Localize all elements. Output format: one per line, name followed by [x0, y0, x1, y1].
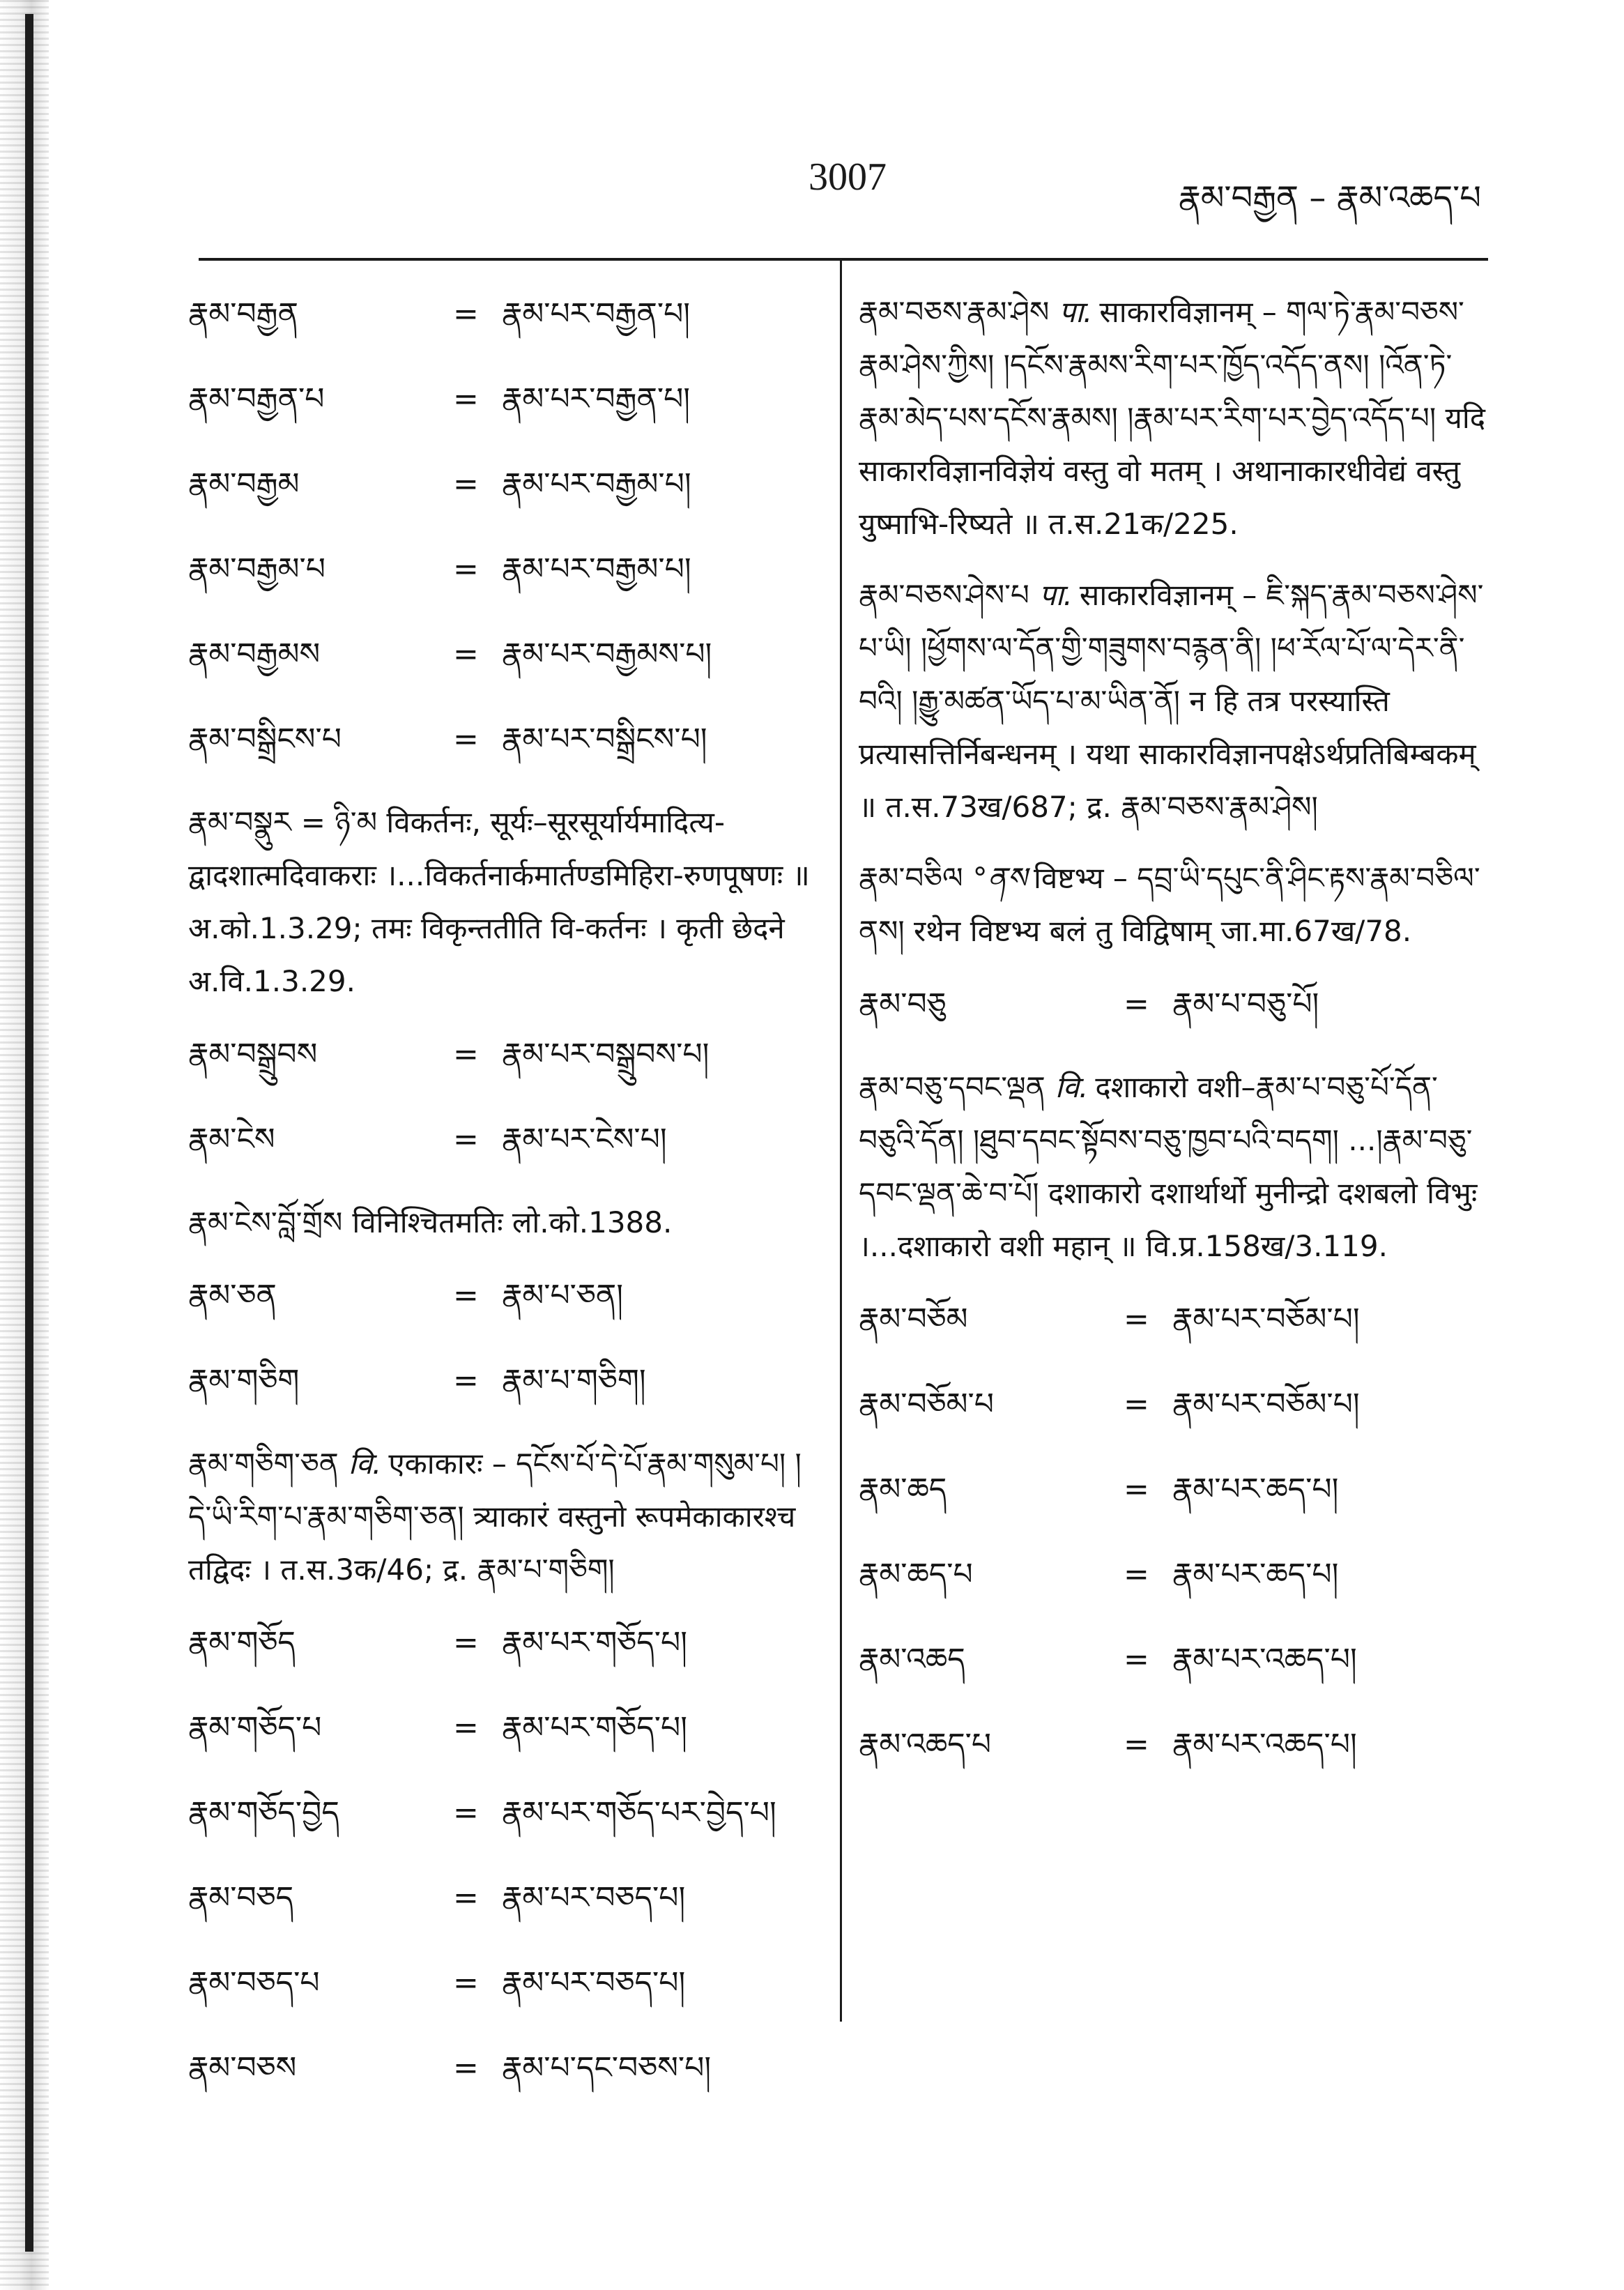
reference-target: རྣམ་པ་གཅིག། — [502, 1363, 646, 1398]
headword: རྣམ་བཅོམ་པ — [859, 1387, 994, 1422]
entry-definition: एकाकारः – དངོས་པོ་དེ་པོ་རྣམ་གསུམ་པ། །དེ་ཡི་རིག་པ་རྣམ་གཅིག་ཅན། त्र्याकारं वस्तुनो रूपमेकाकारश्च तद्विदः । त.स.3क/46; द्र. རྣམ་པ་གཅིག། — [188, 1446, 802, 1587]
running-head: རྣམ་བརྒྱན – རྣམ་འཆད་པ — [1178, 178, 1481, 217]
reference-target: རྣམ་པར་ཆད་པ། — [1172, 1472, 1339, 1507]
headword: རྣམ་བརྒྱམས — [188, 636, 321, 672]
dictionary-entry — [188, 1182, 815, 1253]
headword: རྣམ་བཅས་ཤེས་པ — [859, 578, 1029, 612]
dictionary-entry — [859, 555, 1486, 838]
headword: རྣམ་གཅོད — [188, 1625, 296, 1661]
equals-sign: = — [1124, 1642, 1149, 1677]
headword: རྣམ་ངེས་བློ་གྲོས — [188, 1205, 343, 1239]
cross-reference-entry — [188, 1253, 815, 1338]
headword: རྣམ་བརྒྱན་པ — [188, 381, 325, 417]
equals-sign: = — [1124, 1302, 1149, 1337]
equals-sign: = — [453, 1710, 479, 1746]
cross-reference-entry — [188, 527, 815, 612]
reference-target: རྣམ་པར་བརྒྱམ་པ། — [502, 551, 691, 587]
headword: རྣམ་བཅད་པ — [188, 1965, 320, 2001]
equals-sign: = — [453, 466, 479, 502]
headword: རྣམ་ངེས — [188, 1122, 275, 1157]
headword: རྣམ་འཆད་པ — [859, 1727, 992, 1762]
equals-sign: = — [453, 1965, 479, 2001]
equals-sign: = — [453, 636, 479, 672]
cross-reference-entry — [859, 1702, 1486, 1787]
grammar-abbreviation: पा. — [1059, 295, 1093, 329]
equals-sign: = — [453, 381, 479, 417]
cross-reference-entry — [188, 1686, 815, 1771]
left-column — [188, 272, 815, 2111]
headword: རྣམ་བསྒྲིངས་པ — [188, 722, 342, 757]
entry-definition: साकारविज्ञानम् – གལ་ཏེ་རྣམ་བཅས་རྣམ་ཤེས་ཀྱིས། །དངོས་རྣམས་རིག་པར་ཁྱོད་འདོད་ནས། །འོན་ཏེ་རྣམ་མེད་པས་དངོས་རྣམས། །རྣམ་པར་རིག་པར་བྱེད་འདོད་པ། यदि साकारविज्ञानविज्ञेयं वस्तु वो मतम् । अथानाकारधीवेद्यं वस्तु युष्माभि-रिष्यते ॥ त.स.21क/225. — [859, 295, 1486, 541]
cross-reference-entry — [188, 1601, 815, 1686]
headword: རྣམ་གཅིག — [188, 1363, 300, 1398]
equals-sign: = — [1124, 1727, 1149, 1762]
reference-target: རྣམ་པར་འཆད་པ། — [1172, 1727, 1357, 1762]
dictionary-entry — [188, 782, 815, 1012]
equals-sign: = — [453, 722, 479, 757]
cross-reference-entry — [859, 1277, 1486, 1362]
equals-sign: = — [453, 1037, 479, 1072]
reference-target: རྣམ་པར་བརྒྱན་པ། — [502, 296, 691, 332]
entry-definition: = ཉི་མ विकर्तनः, सूर्यः–सूरसूर्यार्यमादित्य-द्वादशात्मदिवाकराः ।...विकर्तनार्कमार्तण्डमिहिरा-रुणपूषणः ॥ अ.को.1.3.29; तमः विकृन्ततीति वि-कर्तनः । कृती छेदने अ.वि.1.3.29. — [188, 805, 810, 998]
cross-reference-entry — [859, 1362, 1486, 1447]
equals-sign: = — [1124, 1557, 1149, 1592]
entry-definition: विनिश्चितमतिः लो.को.1388. — [352, 1205, 673, 1239]
grammar-abbreviation: °ནས — [972, 861, 1027, 895]
reference-target: རྣམ་པ་དང་བཅས་པ། — [502, 2050, 712, 2086]
headword: རྣམ་བཅས — [188, 2050, 297, 2086]
headword: རྣམ་བཅུ་དབང་ལྡན — [859, 1070, 1045, 1104]
cross-reference-entry — [188, 1941, 815, 2026]
cross-reference-entry — [188, 1012, 815, 1097]
equals-sign: = — [453, 1795, 479, 1831]
headword: རྣམ་བཅས་རྣམ་ཤེས — [859, 295, 1050, 329]
reference-target: རྣམ་པར་བསྒྲིངས་པ། — [502, 722, 707, 757]
equals-sign: = — [453, 2050, 479, 2086]
grammar-abbreviation: वि. — [348, 1446, 382, 1481]
cross-reference-entry — [188, 1097, 815, 1182]
book-binding-edge — [0, 0, 49, 2290]
cross-reference-entry — [188, 697, 815, 782]
page-number: 3007 — [809, 155, 887, 199]
equals-sign: = — [453, 1278, 479, 1313]
cross-reference-entry — [188, 357, 815, 442]
grammar-abbreviation: पा. — [1039, 578, 1073, 612]
headword: རྣམ་བཅད — [188, 1880, 294, 1916]
headword: རྣམ་བཅོམ — [859, 1302, 968, 1337]
headword: རྣམ་ཆད་པ — [859, 1557, 973, 1592]
header-rule — [199, 258, 1488, 261]
equals-sign: = — [453, 296, 479, 332]
cross-reference-entry — [859, 1447, 1486, 1532]
cross-reference-entry — [188, 442, 815, 527]
reference-target: རྣམ་པར་བཅོམ་པ། — [1172, 1302, 1360, 1337]
headword: རྣམ་གཅོད་པ — [188, 1710, 322, 1746]
reference-target: རྣམ་པར་གཅོད་པར་བྱེད་པ། — [502, 1795, 776, 1831]
grammar-abbreviation: वि. — [1055, 1070, 1089, 1104]
equals-sign: = — [453, 1122, 479, 1157]
cross-reference-entry — [188, 612, 815, 697]
reference-target: རྣམ་པར་འཆད་པ། — [1172, 1642, 1357, 1677]
reference-target: རྣམ་པ་ཅན། — [502, 1278, 624, 1313]
right-column — [859, 272, 1486, 1787]
equals-sign: = — [1124, 986, 1149, 1022]
headword: རྣམ་བརྒྱམ — [188, 466, 300, 502]
headword: རྣམ་གཅོད་བྱེད — [188, 1795, 339, 1831]
headword: རྣམ་བཅུ — [859, 986, 947, 1022]
entry-definition: दशाकारो वशी–རྣམ་པ་བཅུ་པོ་དོན་བཅུའི་དོན། །ཐུབ་དབང་སྟོབས་བཅུ་ཁྱབ་པའི་བདག། ...།རྣམ་བཅུ་དབང་ལྡན་ཆེ་བ་པོ། दशाकारो दशार्थार्थो मुनीन्द्रो दशबलो विभुः ।...दशाकारो वशी महान् ॥ वि.प्र.158ख/3.119. — [859, 1070, 1478, 1263]
equals-sign: = — [1124, 1472, 1149, 1507]
cross-reference-entry — [859, 1532, 1486, 1617]
equals-sign: = — [453, 1363, 479, 1398]
dictionary-entry — [859, 272, 1486, 555]
headword: རྣམ་བཅིལ — [859, 861, 963, 895]
reference-target: རྣམ་པར་བཅད་པ། — [502, 1880, 686, 1916]
binding-spine-line — [25, 14, 33, 2252]
reference-target: རྣམ་པར་གཅོད་པ། — [502, 1710, 687, 1746]
reference-target: རྣམ་པ་བཅུ་པོ། — [1172, 986, 1319, 1022]
headword: རྣམ་འཆད — [859, 1642, 965, 1677]
cross-reference-entry — [859, 1617, 1486, 1702]
reference-target: རྣམ་པར་བརྒྱམས་པ། — [502, 636, 712, 672]
headword: རྣམ་ཆད — [859, 1472, 947, 1507]
cross-reference-entry — [188, 272, 815, 357]
reference-target: རྣམ་པར་བརྒྱམ་པ། — [502, 466, 691, 502]
equals-sign: = — [453, 1880, 479, 1916]
column-divider — [840, 258, 842, 2022]
equals-sign: = — [1124, 1387, 1149, 1422]
equals-sign: = — [453, 551, 479, 587]
cross-reference-entry — [859, 962, 1486, 1047]
reference-target: རྣམ་པར་གཅོད་པ། — [502, 1625, 687, 1661]
headword: རྣམ་བརྒྱན — [188, 296, 299, 332]
equals-sign: = — [453, 1625, 479, 1661]
reference-target: རྣམ་པར་བཅད་པ། — [502, 1965, 686, 2001]
headword: རྣམ་བརྒྱམ་པ — [188, 551, 325, 587]
headword: རྣམ་བསྒྲུབས — [188, 1037, 318, 1072]
entry-definition: विष्टभ्य – དབྲ་ཡི་དཔུང་ནི་ཤིང་རྟས་རྣམ་བཅིལ་ནས། रथेन विष्टभ्य बलं तु विद्विषाम् जा.मा.67ख/78. — [859, 861, 1480, 948]
reference-target: རྣམ་པར་བརྒྱན་པ། — [502, 381, 691, 417]
dictionary-entry — [859, 838, 1486, 962]
reference-target: རྣམ་པར་ངེས་པ། — [502, 1122, 667, 1157]
dictionary-entry — [859, 1047, 1486, 1277]
headword: རྣམ་གཅིག་ཅན — [188, 1446, 339, 1481]
reference-target: རྣམ་པར་བསྒྲུབས་པ། — [502, 1037, 710, 1072]
reference-target: རྣམ་པར་ཆད་པ། — [1172, 1557, 1339, 1592]
headword: རྣམ་ཅན — [188, 1278, 277, 1313]
dictionary-entry — [188, 1423, 815, 1601]
cross-reference-entry — [188, 1856, 815, 1941]
cross-reference-entry — [188, 1338, 815, 1423]
cross-reference-entry — [188, 1771, 815, 1856]
headword: རྣམ་བསྣུར — [188, 805, 291, 839]
cross-reference-entry — [188, 2026, 815, 2111]
reference-target: རྣམ་པར་བཅོམ་པ། — [1172, 1387, 1360, 1422]
entry-definition: साकारविज्ञानम् – ཇི་སྐད་རྣམ་བཅས་ཤེས་པ་ཡི། །ཕྱོགས་ལ་དོན་གྱི་གཟུགས་བརྙན་ནི། །ཕ་རོལ་པོ་ལ་དེར་ནི་བའི། །རྒྱུ་མཚན་ཡོད་པ་མ་ཡིན་ནོ། न हि तत्र परस्यास्ति प्रत्यासत्तिर्निबन्धनम् । यथा साकारविज्ञानपक्षेऽर्थप्रतिबिम्बकम् ॥ त.स.73ख/687; द्र. རྣམ་བཅས་རྣམ་ཤེས། — [859, 578, 1484, 824]
